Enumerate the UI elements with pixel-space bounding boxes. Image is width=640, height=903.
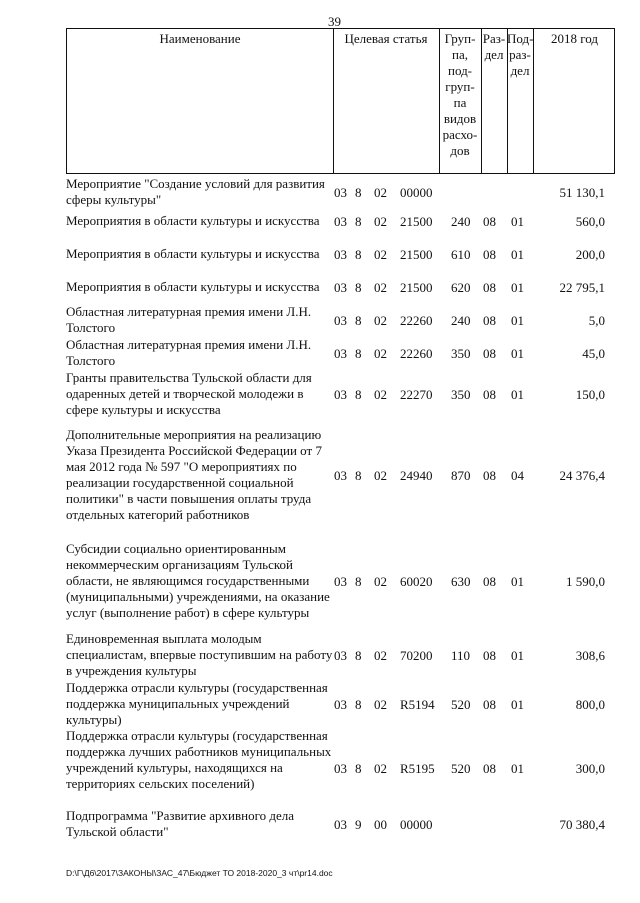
target-code-main: 02 [374,214,387,229]
expense-group: 620 [451,280,471,295]
table-row [0,279,640,297]
header-target: Целевая статья [344,31,428,46]
target-code-subprogram: 8 [355,247,362,262]
target-code-subprogram: 9 [355,817,362,832]
table-row [0,304,640,338]
target-code-program: 03 [334,214,347,229]
amount-2018: 800,0 [575,697,605,712]
target-code-direction: 21500 [400,214,433,229]
target-code-subprogram: 8 [355,468,362,483]
target-code-program: 03 [334,697,347,712]
subsection-code: 01 [511,648,524,663]
header-section: Раз- дел [482,31,506,62]
subsection-code: 01 [511,697,524,712]
file-path-footer: D:\Г\Д6\2017\ЗАКОНЫ\ЗАС_47\Бюджет ТО 2018-2020_3 чт\pr14.doc [66,868,333,878]
row-name: Областная литературная премия имени Л.Н. Толстого [66,337,312,368]
target-code-program: 03 [334,280,347,295]
table-row [0,337,640,371]
target-code-main: 02 [374,648,387,663]
target-code-subprogram: 8 [355,761,362,776]
amount-2018: 45,0 [582,346,605,361]
section-code: 08 [483,574,496,589]
target-code-direction: 22260 [400,346,433,361]
expense-group: 610 [451,247,471,262]
header-divider [533,29,534,173]
target-code-subprogram: 8 [355,313,362,328]
header-name: Наименование [159,31,241,46]
subsection-code: 01 [511,387,524,402]
subsection-code: 01 [511,574,524,589]
row-name: Поддержка отрасли культуры (государственная поддержка лучших работников муниципальных учреждений культуры, находящихся на территориях сельских поселений) [66,728,332,791]
target-code-subprogram: 8 [355,346,362,361]
header-year: 2018 год [551,31,598,46]
target-code-main: 02 [374,468,387,483]
amount-2018: 51 130,1 [559,185,605,200]
expense-group: 520 [451,761,471,776]
target-code-direction: R5195 [400,761,435,776]
table-row [0,680,640,730]
section-code: 08 [483,346,496,361]
header-subsection: Под- раз- дел [507,31,534,78]
target-code-direction: 21500 [400,247,433,262]
table-row [0,541,640,623]
target-code-subprogram: 8 [355,185,362,200]
target-code-main: 02 [374,185,387,200]
section-code: 08 [483,648,496,663]
header-group: Груп- па, под- груп- па видов расхо- дов [442,31,478,158]
target-code-program: 03 [334,247,347,262]
row-name: Мероприятия в области культуры и искусства [66,213,320,228]
row-name: Гранты правительства Тульской области для одаренных детей и творческой молодежи в сфере культуры и искусства [66,370,312,417]
target-code-direction: 24940 [400,468,433,483]
target-code-subprogram: 8 [355,574,362,589]
amount-2018: 24 376,4 [559,468,605,483]
amount-2018: 560,0 [575,214,605,229]
amount-2018: 308,6 [575,648,605,663]
target-code-main: 02 [374,313,387,328]
target-code-subprogram: 8 [355,648,362,663]
expense-group: 630 [451,574,471,589]
table-row [0,427,640,525]
target-code-program: 03 [334,574,347,589]
row-name: Поддержка отрасли культуры (государственная поддержка муниципальных учреждений культуры) [66,680,328,727]
target-code-program: 03 [334,387,347,402]
subsection-code: 01 [511,280,524,295]
target-code-direction: R5194 [400,697,435,712]
target-code-program: 03 [334,468,347,483]
table-row [0,176,640,210]
expense-group: 110 [451,648,471,663]
table-row [0,808,640,842]
target-code-main: 02 [374,697,387,712]
table-row [0,370,640,420]
amount-2018: 70 380,4 [559,817,605,832]
section-code: 08 [483,214,496,229]
target-code-direction: 60020 [400,574,433,589]
target-code-subprogram: 8 [355,214,362,229]
target-code-main: 02 [374,247,387,262]
target-code-direction: 21500 [400,280,433,295]
amount-2018: 22 795,1 [559,280,605,295]
section-code: 08 [483,468,496,483]
target-code-program: 03 [334,313,347,328]
target-code-direction: 00000 [400,185,433,200]
table-row [0,728,640,810]
subsection-code: 01 [511,761,524,776]
table-row [0,213,640,231]
target-code-subprogram: 8 [355,697,362,712]
expense-group: 240 [451,214,471,229]
row-name: Мероприятие "Создание условий для развития сферы культуры" [66,176,325,207]
table-row [0,631,640,681]
section-code: 08 [483,280,496,295]
section-code: 08 [483,387,496,402]
target-code-main: 00 [374,817,387,832]
row-name: Областная литературная премия имени Л.Н. Толстого [66,304,312,335]
expense-group: 240 [451,313,471,328]
row-name: Единовременная выплата молодым специалистам, впервые поступившим на работу в учреждения культуры [66,631,333,678]
target-code-program: 03 [334,761,347,776]
table-header [66,28,615,174]
amount-2018: 300,0 [575,761,605,776]
header-divider [333,29,334,173]
section-code: 08 [483,247,496,262]
section-code: 08 [483,697,496,712]
target-code-main: 02 [374,574,387,589]
target-code-main: 02 [374,387,387,402]
amount-2018: 200,0 [575,247,605,262]
row-name: Дополнительные мероприятия на реализацию Указа Президента Российской Федерации от 7 мая 2012 года № 597 "О мероприятиях по реализации государственной социальной политики" в части повышения оплаты труда отдельных категорий работников [66,427,322,522]
target-code-main: 02 [374,761,387,776]
amount-2018: 150,0 [575,387,605,402]
target-code-subprogram: 8 [355,280,362,295]
target-code-program: 03 [334,648,347,663]
target-code-direction: 70200 [400,648,433,663]
target-code-main: 02 [374,346,387,361]
target-code-direction: 00000 [400,817,433,832]
subsection-code: 04 [511,468,524,483]
section-code: 08 [483,313,496,328]
target-code-subprogram: 8 [355,387,362,402]
subsection-code: 01 [511,346,524,361]
target-code-program: 03 [334,817,347,832]
subsection-code: 01 [511,313,524,328]
target-code-direction: 22270 [400,387,433,402]
page-number: 39 [328,14,341,29]
expense-group: 350 [451,387,471,402]
target-code-program: 03 [334,346,347,361]
target-code-direction: 22260 [400,313,433,328]
target-code-program: 03 [334,185,347,200]
subsection-code: 01 [511,247,524,262]
expense-group: 870 [451,468,471,483]
row-name: Субсидии социально ориентированным некоммерческим организациям Тульской области, не являющимся государственными (муниципальными) учреждениями, на оказание услуг (выполнение работ) в сфере культуры [66,541,330,620]
row-name: Мероприятия в области культуры и искусства [66,279,320,294]
amount-2018: 5,0 [588,313,605,328]
section-code: 08 [483,761,496,776]
subsection-code: 01 [511,214,524,229]
row-name: Подпрограмма "Развитие архивного дела Тульской области" [66,808,294,839]
expense-group: 350 [451,346,471,361]
amount-2018: 1 590,0 [566,574,605,589]
expense-group: 520 [451,697,471,712]
row-name: Мероприятия в области культуры и искусства [66,246,320,261]
table-row [0,246,640,264]
target-code-main: 02 [374,280,387,295]
